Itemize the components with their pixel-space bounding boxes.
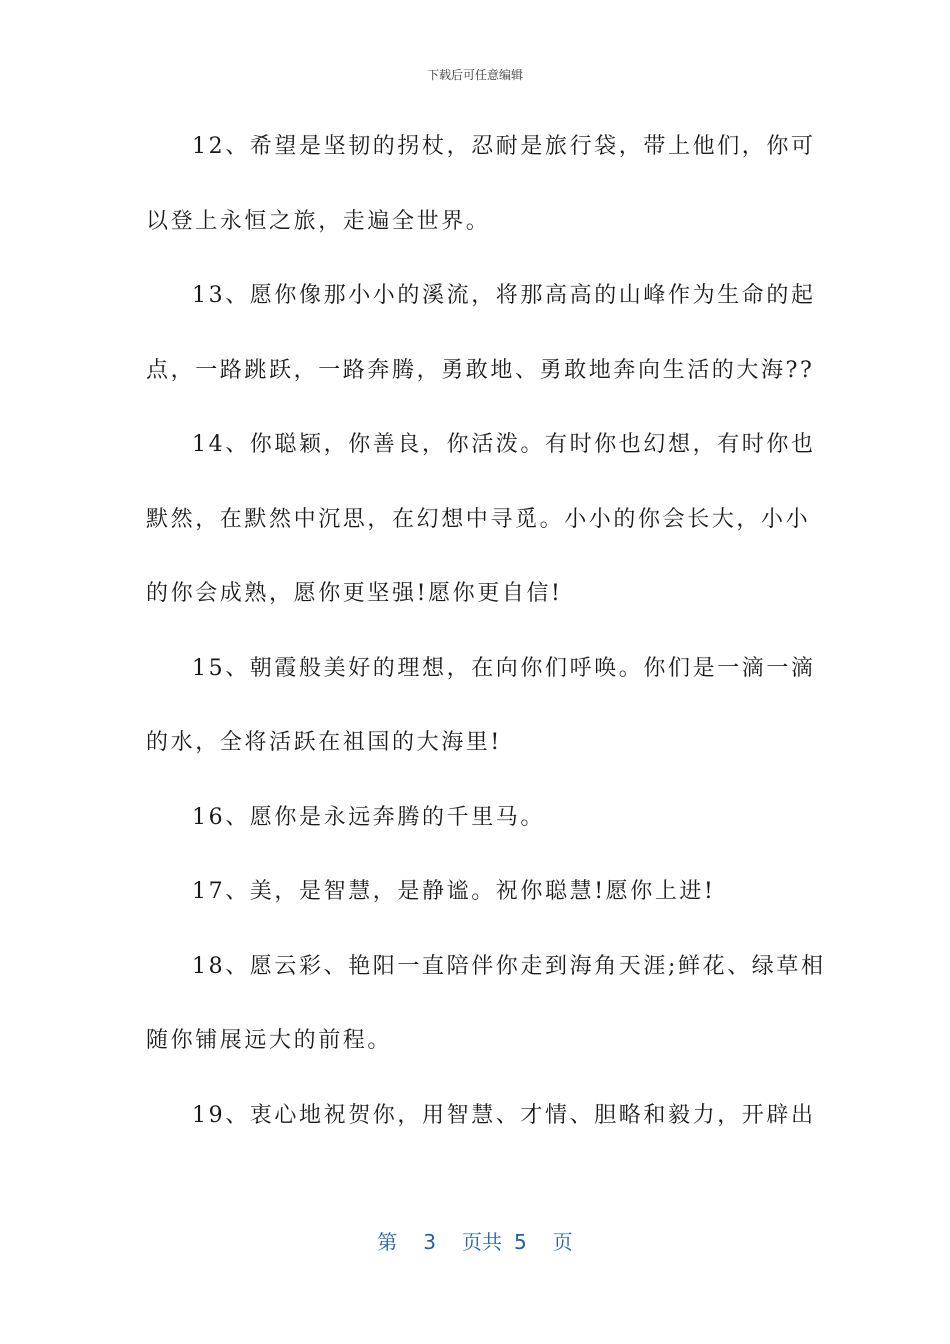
footer-label-page: 第 — [377, 1230, 398, 1254]
paragraph-line: 13、愿你像那小小的溪流，将那高高的山峰作为生命的起 — [192, 283, 816, 308]
footer-label-page-end: 页 — [552, 1230, 573, 1254]
paragraph-line: 17、美，是智慧，是静谧。祝你聪慧!愿你上进! — [192, 879, 716, 904]
paragraph-line: 18、愿云彩、艳阳一直陪伴你走到海角天涯;鲜花、绿草相 — [192, 953, 826, 979]
footer-current-page: 3 — [423, 1230, 436, 1254]
paragraph-line: 15、朝霞般美好的理想，在向你们呼唤。你们是一滴一滴 — [192, 655, 816, 681]
paragraph-line: 随你铺展远大的前程。 — [146, 1028, 393, 1053]
page-number-footer — [0, 1226, 950, 1255]
paragraph-line: 的水，全将活跃在祖国的大海里! — [146, 730, 502, 755]
footer-label-page-of: 页共 — [462, 1230, 502, 1254]
footer-total-pages: 5 — [514, 1230, 527, 1254]
paragraph-line: 16、愿你是永远奔腾的千里马。 — [192, 804, 545, 830]
paragraph-line: 12、希望是坚韧的拐杖，忍耐是旅行袋，带上他们，你可 — [192, 134, 816, 159]
paragraph-line: 点，一路跳跃，一路奔腾，勇敢地、勇敢地奔向生活的大海?? — [146, 357, 815, 383]
paragraph-line: 默然，在默然中沉思，在幻想中寻觅。小小的你会长大，小小 — [146, 506, 811, 532]
header-note: 下载后可任意编辑 — [426, 68, 523, 82]
paragraph-line: 19、衷心地祝贺你，用智慧、才情、胆略和毅力，开辟出 — [192, 1102, 816, 1128]
paragraph-line: 14、你聪颖，你善良，你活泼。有时你也幻想，有时你也 — [192, 432, 816, 457]
paragraph-line: 的你会成熟，愿你更坚强!愿你更自信! — [146, 581, 563, 606]
document-body — [146, 120, 826, 1163]
paragraph-line: 以登上永恒之旅，走遍全世界。 — [146, 208, 491, 234]
